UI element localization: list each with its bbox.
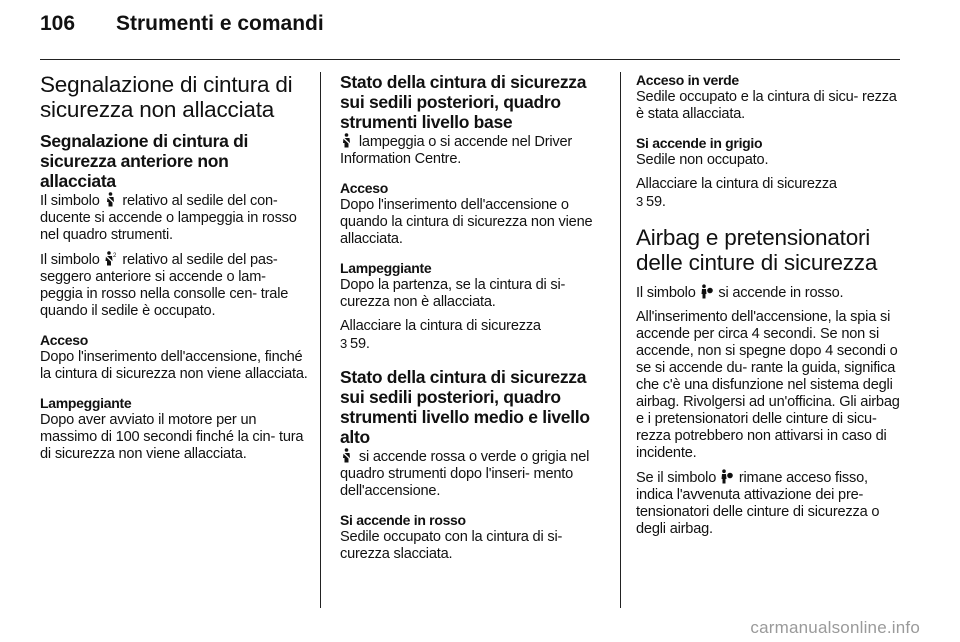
column-divider <box>320 72 321 608</box>
page-reference-arrow: 3 <box>340 336 348 351</box>
paragraph: Se il simbolo rimane acceso fisso, indica l'avvenuta attivazione dei pre- tensionatori delle cinture di sicurezza o degli airbag. <box>636 470 880 537</box>
column-left <box>40 72 308 470</box>
paragraph: All'inserimento dell'accensione, la spia si accende per circa 4 secondi. Se non si accende, non si spegne dopo 4 secondi o se si accende du- rante la guida, significa che c'è una disfunzione nel sistema degli airbag. Rivolgersi ad un'officina. Gli airbag e i pretensionatori delle cinture di sicu- rezza potrebbero non attivarsi in caso di incidente. <box>636 309 900 461</box>
term-flashing: Lampeggiante <box>340 260 432 276</box>
heading-rear-seatbelt-base: Stato della cintura di sicurezza sui sedili posteriori, quadro strumenti livello base <box>340 72 587 132</box>
term-grey: Si accende in grigio <box>636 135 763 151</box>
airbag-icon <box>720 469 733 484</box>
column-right <box>636 72 904 545</box>
svg-text:2: 2 <box>112 253 116 259</box>
paragraph: Il simbolo si accende in rosso. <box>636 285 844 301</box>
paragraph: Dopo l'inserimento dell'accensione o quando la cintura di sicurezza non viene allacciata. <box>340 197 593 247</box>
term-on: Acceso <box>340 180 389 196</box>
watermark: carmanualsonline.info <box>750 618 920 637</box>
paragraph: Dopo l'inserimento dell'accensione, finché la cintura di sicurezza non viene allacciata. <box>40 349 308 382</box>
page-number: 106 <box>40 12 76 35</box>
paragraph: Il simbolo 2 relativo al sedile del pas- seggero anteriore si accende o lam- peggia in rosso nella consolle cen- trale quando il sedile è occupato. <box>40 252 289 319</box>
paragraph: Dopo la partenza, se la cintura di si- curezza non è allacciata. <box>340 277 566 310</box>
heading-front-seatbelt: Segnalazione di cintura di sicurezza anteriore non allacciata <box>40 131 249 191</box>
page-reference: 59. <box>350 336 370 352</box>
page-reference: 59. <box>646 194 666 210</box>
paragraph: Sedile occupato con la cintura di si- curezza slacciata. <box>340 529 563 562</box>
paragraph: Allacciare la cintura di sicurezza 3 59. <box>340 318 541 352</box>
paragraph: lampeggia o si accende nel Driver Information Centre. <box>340 134 573 167</box>
paragraph: si accende rossa o verde o grigia nel quadro strumenti dopo l'inseri- mento dell'accensione. <box>340 449 590 499</box>
paragraph: Allacciare la cintura di sicurezza 3 59. <box>636 176 837 210</box>
page-reference-arrow: 3 <box>636 194 644 209</box>
page-header <box>40 12 324 46</box>
airbag-icon <box>700 284 713 299</box>
seatbelt-passenger-icon <box>104 251 117 266</box>
seatbelt-person-icon <box>340 448 353 463</box>
heading-rear-seatbelt-mid-high: Stato della cintura di sicurezza sui sedili posteriori, quadro strumenti livello medio e livello alto <box>340 367 590 447</box>
section-title: Strumenti e comandi <box>116 12 324 35</box>
term-red: Si accende in rosso <box>340 512 466 528</box>
heading-airbag: Airbag e pretensionatori delle cinture di sicurezza <box>636 225 878 275</box>
paragraph: Il simbolo relativo al sedile del con- ducente si accende o lampeggia in rosso nel quadro strumenti. <box>40 193 297 243</box>
heading-seatbelt-warning: Segnalazione di cintura di sicurezza non allacciata <box>40 72 293 122</box>
column-divider <box>620 72 621 608</box>
term-green: Acceso in verde <box>636 72 739 88</box>
column-middle <box>340 72 604 570</box>
term-flashing: Lampeggiante <box>40 395 132 411</box>
paragraph: Sedile occupato e la cintura di sicu- rezza è stata allacciata. <box>636 89 897 122</box>
header-rule <box>40 59 900 60</box>
paragraph: Sedile non occupato. <box>636 152 769 168</box>
paragraph: Dopo aver avviato il motore per un massimo di 100 secondi finché la cin- tura di sicurezza non viene allacciata. <box>40 412 304 462</box>
seatbelt-person-icon <box>340 133 353 148</box>
term-on: Acceso <box>40 332 89 348</box>
seatbelt-person-icon <box>104 192 117 207</box>
